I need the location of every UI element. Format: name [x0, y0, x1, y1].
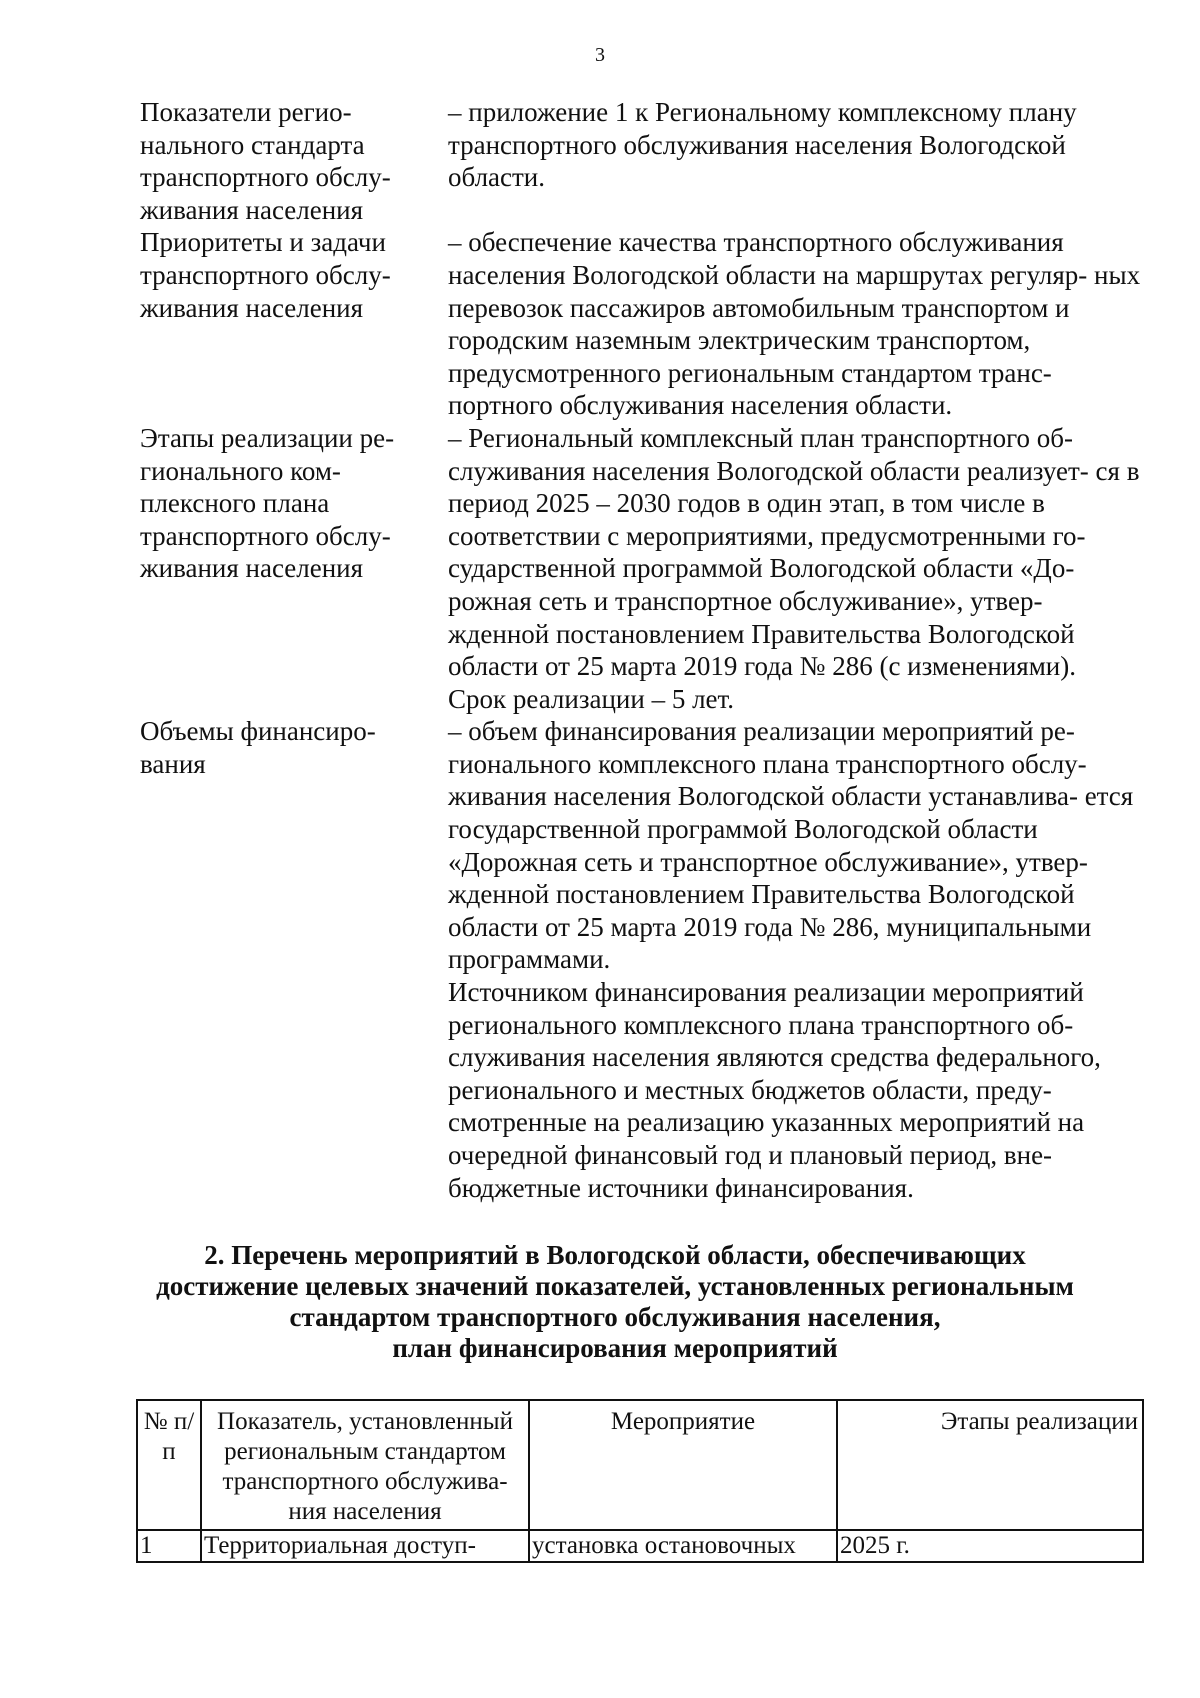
table-row — [137, 1530, 1143, 1562]
passport-row — [140, 715, 1150, 1204]
table-cell: 1 — [137, 1530, 201, 1562]
passport-label: Этапы реализации ре- гионального ком- плексного плана транспортного обслу- живания населения — [140, 422, 395, 584]
passport-row — [140, 226, 1150, 422]
section-title — [120, 1240, 1110, 1364]
page-number: 3 — [595, 44, 605, 66]
table-cell: установка остановочных — [529, 1530, 837, 1562]
section-title-line: достижение целевых значений показателей, установленных региональным — [156, 1271, 1074, 1301]
passport-value — [448, 715, 1150, 1204]
passport-value — [448, 226, 1150, 422]
passport-row — [140, 96, 1150, 226]
passport-value-paragraph: – обеспечение качества транспортного обслуживания населения Вологодской области на маршрутах регуляр- ных перевозок пассажиров автомобильным транспортом и городским наземным электрическим транспортом, предусмотренного региональным стандартом транс- портного обслуживания населения области. — [448, 227, 1141, 421]
section-title-line: 2. Перечень мероприятий в Вологодской области, обеспечивающих — [204, 1240, 1026, 1270]
column-header-number: № п/п — [137, 1400, 201, 1530]
table-header-row — [137, 1400, 1143, 1530]
passport-value-paragraph: – объем финансирования реализации мероприятий ре- гионального комплексного плана транспортного обслу- живания населения Вологодской области устанавлива- ется государственной программой Вологодской области «Дорожная сеть и транспортное обслуживание», утвер- жденной постановлением Правительства Вологодской области от 25 марта 2019 года № 286, муниципальными программами. — [448, 716, 1134, 975]
column-header-measure: Мероприятие — [529, 1400, 837, 1530]
table-cell: 2025 г. — [837, 1530, 1143, 1562]
measures-table — [136, 1399, 1144, 1563]
column-header-stages: Этапы реализации — [837, 1400, 1143, 1530]
passport-label: Показатели регио- нального стандарта транспортного обслу- живания населения — [140, 97, 391, 225]
section-title-line: план финансирования мероприятий — [392, 1333, 838, 1363]
section-title-line: стандартом транспортного обслуживания населения, — [289, 1302, 941, 1332]
passport-value-paragraph: – приложение 1 к Региональному комплексному плану транспортного обслуживания населения Вологодской области. — [448, 97, 1077, 193]
passport-label: Приоритеты и задачи транспортного обслу- живания населения — [140, 227, 391, 323]
passport-value-paragraph: Источником финансирования реализации мероприятий регионального комплексного плана транспортного об- служивания населения являются средства федерального, регионального и местных бюджетов области, преду- смотренные на реализацию указанных мероприятий на очередной финансовый год и плановый период, вне- бюджетные источники финансирования. — [448, 977, 1101, 1203]
passport-table — [140, 96, 1150, 1204]
passport-value-paragraph: – Региональный комплексный план транспортного об- служивания населения Вологодской области реализует- ся в период 2025 – 2030 годов в один этап, в том числе в соответствии с мероприятиями, предусмотренными го- сударственной программой Вологодской области «До- рожная сеть и транспортное обслуживание», утвер- жденной постановлением Правительства Вологодской области от 25 марта 2019 года № 286 (с изменениями). — [448, 422, 1140, 682]
passport-row — [140, 422, 1150, 715]
passport-value — [448, 96, 1150, 226]
passport-value-paragraph: Срок реализации – 5 лет. — [448, 683, 735, 714]
table-cell: Территориальная доступ- — [201, 1530, 529, 1562]
column-header-indicator: Показатель, установленный региональным стандартом транспортного обслужива- ния населения — [201, 1400, 529, 1530]
passport-label: Объемы финансиро- вания — [140, 716, 376, 779]
passport-value — [448, 422, 1150, 715]
